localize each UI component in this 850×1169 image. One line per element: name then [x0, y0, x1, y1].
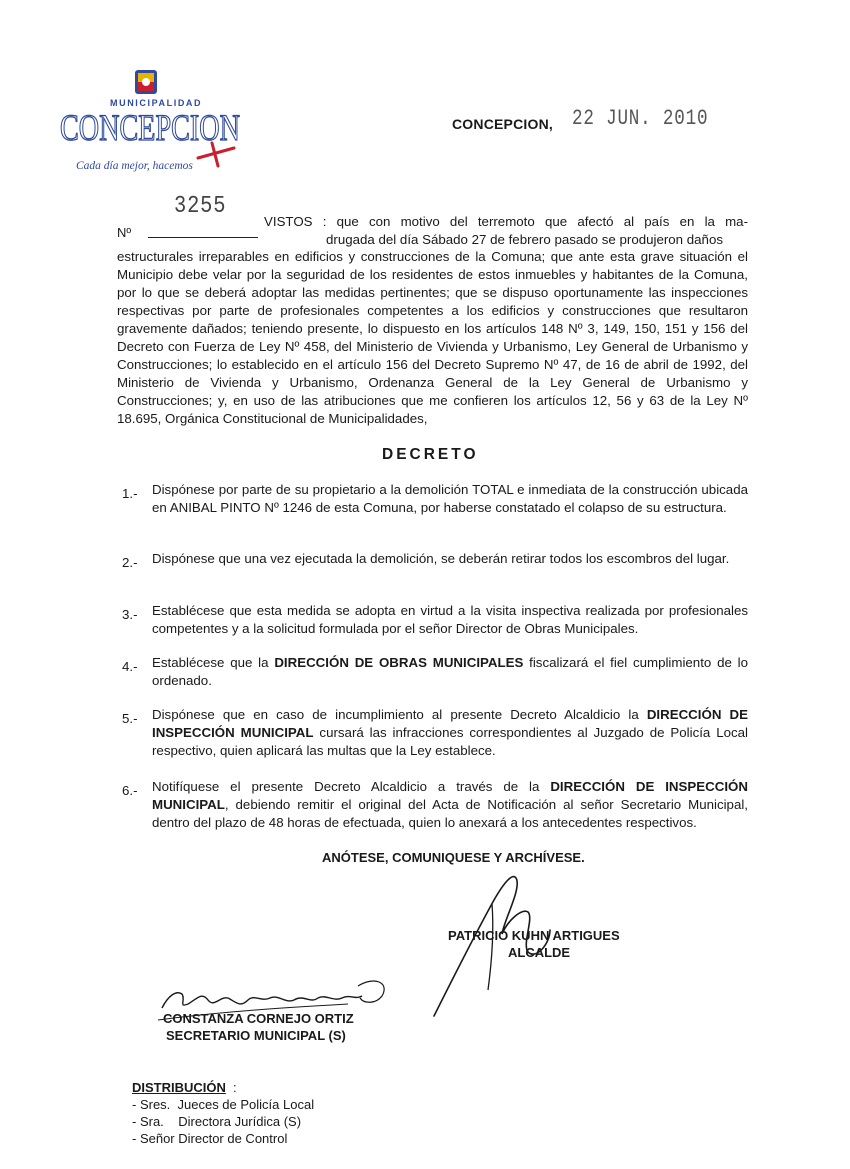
item-text: Establécese que esta medida se adopta en virtud a la visita inspectiva realizada por profesionales competentes y a la solicitud formulada por el señor Director de Obras Municipales. — [152, 603, 748, 636]
item-text: Dispónese por parte de su propietario a la demolición TOTAL e inmediata de la construcción ubicada en ANIBAL PINTO Nº 1246 de esta Comuna, por haberse constatado el colapso de su estructura. — [152, 482, 748, 515]
item-text: Dispónese que en caso de incumplimiento al presente Decreto Alcaldicio la DIRECCIÓN DE INSPECCIÓN MUNICIPAL cursará las infracciones correspondientes al Juzgado de Policía Local respectivo, quien aplicará las multas que la Ley establece. — [152, 707, 748, 758]
distribution-line: - Sres. Jueces de Policía Local — [132, 1097, 315, 1112]
item-number: 6.- — [122, 783, 138, 798]
item-number: 5.- — [122, 711, 138, 726]
item-number: 4.- — [122, 659, 138, 674]
secretary-name: CONSTANZA CORNEJO ORTIZ — [163, 1011, 354, 1026]
vistos-line-1: VISTOS : que con motivo del terremoto que afectó al país en la ma- — [264, 214, 748, 229]
decree-number-stamp: 3255 — [174, 193, 227, 220]
distribution-colon: : — [233, 1080, 237, 1095]
distribution-line: - Sra. Directora Jurídica (S) — [132, 1114, 302, 1129]
mayor-title: ALCALDE — [508, 945, 571, 960]
secretary-title: SECRETARIO MUNICIPAL (S) — [166, 1028, 346, 1043]
item-text: Notifíquese el presente Decreto Alcaldicio a través de la DIRECCIÓN DE INSPECCIÓN MUNICIPAL, debiendo remitir el original del Acta de Notificación al señor Secretario Municipal, dentro del plazo de 48 horas de efectuada, quien lo anexará a los antecedentes respectivos. — [152, 779, 748, 830]
decreto-heading: DECRETO — [382, 446, 479, 463]
distribution-title: DISTRIBUCIÓN — [132, 1080, 226, 1095]
municipal-logo — [58, 68, 258, 180]
item-text: Establécese que la DIRECCIÓN DE OBRAS MUNICIPALES fiscalizará el fiel cumplimiento de lo ordenado. — [152, 655, 748, 688]
logo-top-text: MUNICIPALIDAD — [110, 98, 203, 108]
item-text: Dispónese que una vez ejecutada la demolición, se deberán retirar todos los escombros del lugar. — [152, 551, 730, 566]
number-line — [148, 237, 258, 238]
city-label: CONCEPCION, — [452, 116, 553, 132]
logo-tagline: Cada día mejor, hacemos — [76, 160, 193, 172]
mayor-name: PATRICIO KUHN ARTIGUES — [448, 928, 620, 943]
date-stamp: 22 JUN. 2010 — [572, 106, 709, 131]
distribution-line: - Señor Director de Control — [132, 1131, 288, 1146]
item-number: 3.- — [122, 607, 138, 622]
logo-name: CONCEPCION — [60, 108, 240, 149]
number-label: Nº — [117, 225, 132, 240]
vistos-line-2: drugada del día Sábado 27 de febrero pasado se produjeron daños — [326, 232, 723, 247]
item-number: 1.- — [122, 486, 138, 501]
vistos-body: estructurales irreparables en edificios y construcciones de la Comuna; que ante esta grave situación el Municipio debe velar por la seguridad de los residentes de estos inmuebles y habitantes de la Comuna, por lo que se deberá adoptar las medidas pertinentes; que se dispuso oportunamente las inspecciones respectivas por parte de profesionales competentes a los edificios y construcciones que resultaron gravemente dañados; teniendo presente, lo dispuesto en los artículos 148 Nº 3, 149, 150, 151 y 156 del Decreto con Fuerza de Ley Nº 458, del Ministerio de Vivienda y Urbanismo, Ley General de Urbanismo y Construcciones; lo establecido en el artículo 156 del Decreto Supremo Nº 47, de 16 de abril de 1992, del Ministerio de Vivienda y Urbanismo, Ordenanza General de la Ley General de Urbanismo y Construcciones; y, en uso de las atribuciones que me confieren los artículos 12, 56 y 63 de la Ley Nº 18.695, Orgánica Constitucional de Municipalidades, — [117, 249, 748, 426]
closing-formula: ANÓTESE, COMUNIQUESE Y ARCHÍVESE. — [322, 850, 585, 865]
item-number: 2.- — [122, 555, 138, 570]
coat-of-arms-icon — [135, 70, 157, 94]
